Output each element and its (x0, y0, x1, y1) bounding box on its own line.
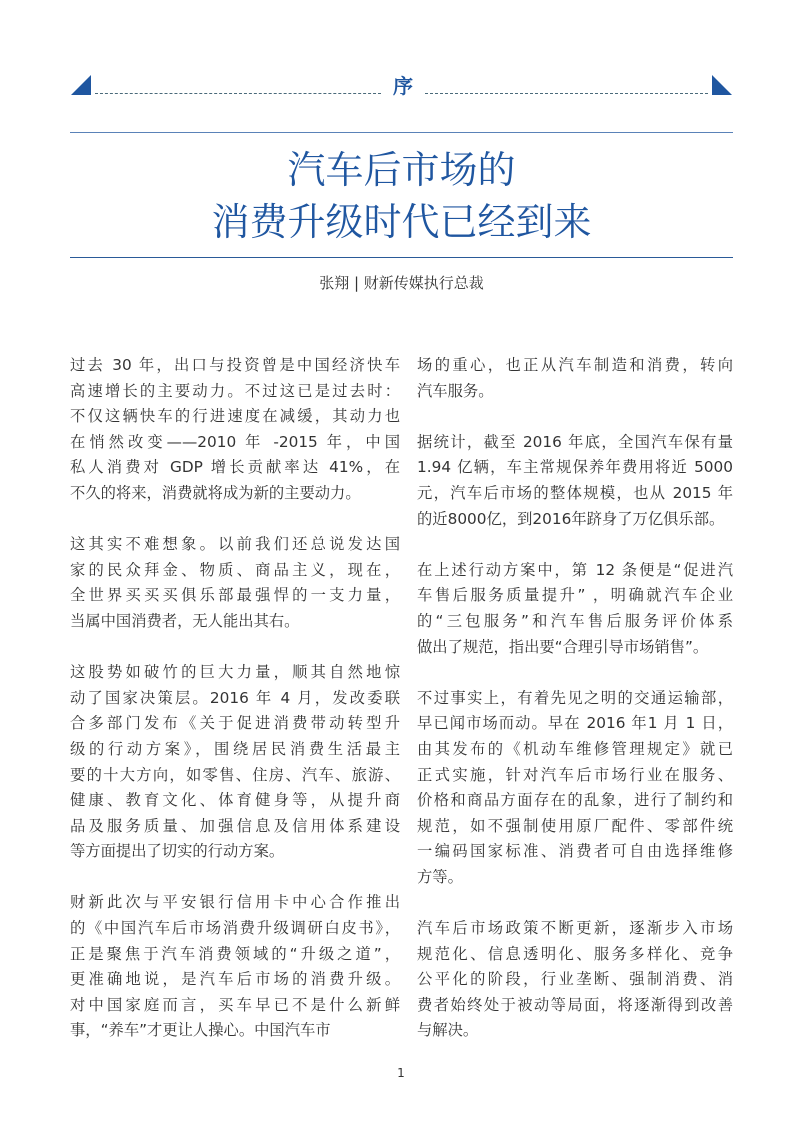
right-column (417, 353, 733, 1070)
paragraph (417, 686, 733, 891)
paragraph (417, 916, 733, 1044)
paragraph (70, 660, 400, 865)
text-line: 对中国家庭而言，买车早已不是什么新鲜 (70, 995, 400, 1014)
text-line: 由其发布的《机动车维修管理规定》就已 (417, 739, 733, 758)
text-line: 费者始终处于被动等局面，将逐渐得到改善 (417, 995, 733, 1014)
text-line: 这股势如破竹的巨大力量，顺其自然地惊 (70, 663, 400, 682)
text-line: 元，汽车后市场的整体规模，也从 2015 年 (417, 483, 733, 502)
text-line: 场的重心，也正从汽车制造和消费，转向 (417, 356, 733, 374)
text-line: 早已闻市场而动。早在 2016 年1 月 1 日， (417, 714, 733, 733)
text-line: 不过事实上，有着先见之明的交通运输部， (417, 688, 733, 707)
text-line: 一编码国家标准、消费者可自由选择维修 (417, 842, 733, 861)
text-line: 规范化、信息透明化、服务多样化、竞争 (417, 944, 733, 963)
text-line: 正式实施，针对汽车后市场行业在服务、 (417, 765, 733, 784)
text-line: 高速增长的主要动力。不过这已是过去时： (70, 381, 400, 400)
text-line: 价格和商品方面存在的乱象，进行了制约和 (417, 791, 733, 810)
text-line: 的“三包服务”和汽车售后服务评价体系 (417, 611, 733, 630)
text-line: 等方面提出了切实的行动方案。 (70, 842, 285, 861)
title-bottom-rule (70, 257, 733, 258)
text-line: 合多部门发布《关于促进消费带动转型升 (70, 714, 400, 733)
text-line: 汽车后市场政策不断更新，逐渐步入市场 (417, 919, 733, 938)
text-line: 健康、教育文化、体育健身等，从提升商 (70, 791, 400, 810)
text-line: 家的民众拜金、物质、商品主义，现在， (70, 560, 400, 579)
page-number: 1 (397, 1066, 405, 1080)
header-dotted-rule-left (95, 93, 381, 94)
text-line: 与解决。 (417, 1021, 479, 1040)
paragraph (70, 890, 400, 1044)
text-line: 这其实不难想象。以前我们还总说发达国 (70, 535, 400, 554)
right-corner-triangle-icon (712, 75, 732, 95)
left-column (70, 353, 400, 1070)
paragraph (70, 532, 400, 634)
paragraph (417, 430, 733, 532)
page-title (70, 144, 733, 248)
paragraph (417, 558, 733, 660)
text-line: 的近8000亿，到2016年跻身了万亿俱乐部。 (417, 509, 725, 528)
text-line: 据统计，截至 2016 年底，全国汽车保有量 (417, 432, 733, 451)
text-line: 规范，如不强制使用原厂配件、零部件统 (417, 816, 733, 835)
text-line: 正是聚焦于汽车消费领域的“升级之道”， (70, 944, 400, 963)
text-line: 车售后服务质量提升” ，明确就汽车企业 (417, 586, 733, 605)
text-line: 过去 30 年，出口与投资曾是中国经济快车 (70, 356, 400, 374)
text-line: 汽车服务。 (417, 381, 494, 400)
text-line: 事，“养车”才更让人操心。中国汽车市 (70, 1021, 331, 1040)
header-dotted-rule-right (425, 93, 708, 94)
left-corner-triangle-icon (71, 75, 91, 95)
text-line: 财新此次与平安银行信用卡中心合作推出 (70, 893, 400, 912)
text-line: 方等。 (417, 867, 463, 886)
text-line: 级的行动方案》，围绕居民消费生活最主 (70, 739, 400, 758)
text-line: 要的十大方向，如零售、住房、汽车、旅游、 (70, 765, 400, 784)
title-line-1: 汽车后市场的 (287, 148, 516, 192)
text-line: 公平化的阶段，行业垄断、强制消费、消 (417, 970, 733, 989)
text-line: 在悄然改变——2010 年 -2015 年，中国 (70, 432, 400, 451)
title-line-2: 消费升级时代已经到来 (211, 200, 592, 244)
text-line: 不仅这辆快车的行进速度在减缓，其动力也 (70, 407, 400, 426)
text-line: 品及服务质量、加强信息及信用体系建设 (70, 816, 400, 835)
text-line: 更准确地说，是汽车后市场的消费升级。 (70, 970, 400, 989)
paragraph (417, 353, 733, 404)
author-byline: 张翔 | 财新传媒执行总裁 (319, 274, 484, 292)
text-line: 1.94 亿辆，车主常规保养年费用将近 5000 (417, 458, 733, 477)
paragraph (70, 353, 400, 507)
section-label: 序 (393, 74, 413, 98)
text-line: 不久的将来，消费就将成为新的主要动力。 (70, 483, 361, 502)
text-line: 私人消费对 GDP 增长贡献率达 41%，在 (70, 458, 400, 477)
text-line: 全世界买买买俱乐部最强悍的一支力量， (70, 586, 400, 605)
text-line: 在上述行动方案中，第 12 条便是“促进汽 (417, 560, 733, 579)
text-line: 的《中国汽车后市场消费升级调研白皮书》， (70, 919, 400, 938)
title-top-rule (70, 132, 733, 133)
text-line: 当属中国消费者，无人能出其右。 (70, 611, 300, 630)
text-line: 做出了规范，指出要“合理引导市场销售”。 (417, 637, 709, 656)
text-line: 动了国家决策层。2016 年 4 月，发改委联 (70, 688, 400, 707)
